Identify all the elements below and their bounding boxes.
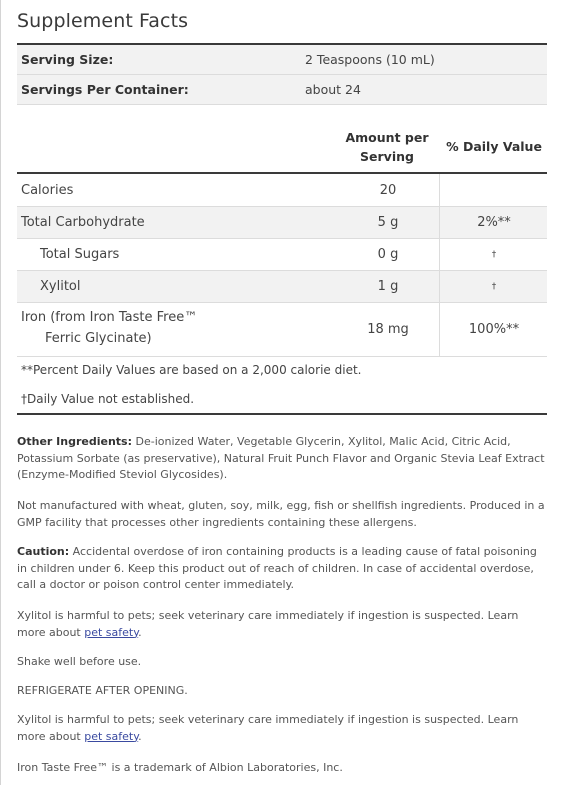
nutrient-amount: 0 g — [377, 247, 399, 262]
panel-title: Supplement Facts — [17, 10, 189, 32]
nutrient-amount: 18 mg — [367, 322, 409, 337]
nutrient-name: Total Carbohydrate — [21, 215, 145, 230]
nutrient-amount: 20 — [379, 182, 397, 198]
nutrient-row — [17, 271, 547, 302]
nutrient-daily-value: † — [491, 249, 497, 260]
xylitol-warning-text: Xylitol is harmful to pets; seek veterinary care immediately if ingestion is suspected. Learn more about — [17, 713, 519, 743]
nutrient-amount: 1 g — [377, 279, 399, 294]
caution-statement — [17, 544, 547, 594]
nutrient-name: Calories — [21, 182, 74, 198]
serving-size-label: Serving Size: — [21, 52, 114, 67]
nutrient-row — [17, 207, 547, 238]
panel-bottom-divider — [17, 413, 547, 415]
servings-per-container-row — [17, 75, 547, 104]
servings-per-container-value: about 24 — [305, 82, 361, 97]
nutrient-row — [17, 239, 547, 270]
serving-size-value: 2 Teaspoons (10 mL) — [305, 52, 435, 67]
nutrient-daily-value: † — [491, 281, 497, 292]
daily-value-header: % Daily Value — [446, 139, 542, 154]
servings-per-container-label: Servings Per Container: — [21, 82, 189, 97]
xylitol-pet-warning-repeat — [17, 712, 547, 745]
allergen-statement: Not manufactured with wheat, gluten, soy, milk, egg, fish or shellfish ingredients. Produced in a GMP facility that processes other ingredients containing these allergens. — [17, 499, 545, 529]
nutrient-row — [17, 174, 547, 206]
amount-per-serving-header — [339, 128, 435, 166]
nutrient-row-iron — [17, 303, 547, 356]
xylitol-pet-warning — [17, 608, 547, 641]
xylitol-warning-end: . — [138, 625, 142, 639]
nutrient-name: Xylitol — [40, 279, 81, 294]
xylitol-warning-text: Xylitol is harmful to pets; seek veterinary care immediately if ingestion is suspected. Learn more about — [17, 609, 519, 639]
amount-header-line1: Amount per — [345, 130, 429, 145]
trademark-notice: Iron Taste Free™ is a trademark of Albion Laboratories, Inc. — [17, 761, 343, 774]
shake-instruction: Shake well before use. — [17, 655, 142, 668]
nutrient-name: Total Sugars — [40, 247, 120, 262]
iron-name-line2: Ferric Glycinate) — [45, 331, 152, 346]
xylitol-warning-end: . — [138, 729, 142, 743]
pet-safety-link[interactable]: pet safety — [84, 625, 139, 639]
percent-daily-value-footnote: **Percent Daily Values are based on a 2,000 calorie diet. — [21, 363, 362, 377]
nutrient-daily-value: 2%** — [477, 215, 511, 230]
nutrient-amount: 5 g — [377, 215, 399, 230]
page-left-border — [0, 0, 1, 785]
row-divider — [17, 104, 547, 105]
column-divider — [439, 174, 440, 356]
other-ingredients — [17, 434, 547, 484]
dagger-footnote: †Daily Value not established. — [21, 392, 195, 406]
nutrient-daily-value: 100%** — [468, 322, 520, 337]
amount-header-line2: Serving — [360, 149, 414, 164]
serving-size-row — [17, 45, 547, 74]
refrigerate-instruction: REFRIGERATE AFTER OPENING. — [17, 684, 188, 697]
nutrient-name — [21, 307, 197, 349]
column-header-row — [17, 126, 547, 168]
row-divider — [17, 356, 547, 357]
iron-name-line1: Iron (from Iron Taste Free™ — [21, 310, 198, 325]
pet-safety-link[interactable]: pet safety — [84, 729, 139, 743]
other-ingredients-text: De-ionized Water, Vegetable Glycerin, Xylitol, Malic Acid, Citric Acid, Potassium Sorbate (as preservative), Natural Fruit Punch Flavor and Organic Stevia Leaf Extract (Enzyme-Modified Steviol Glycosides). — [17, 435, 545, 481]
other-ingredients-label: Other Ingredients: — [17, 435, 132, 448]
caution-label: Caution: — [17, 545, 70, 558]
caution-text: Accidental overdose of iron containing products is a leading cause of fatal poisoning in children under 6. Keep this product out of reach of children. In case of accidental overdose, call a doctor or poison control center immediately. — [17, 545, 537, 591]
